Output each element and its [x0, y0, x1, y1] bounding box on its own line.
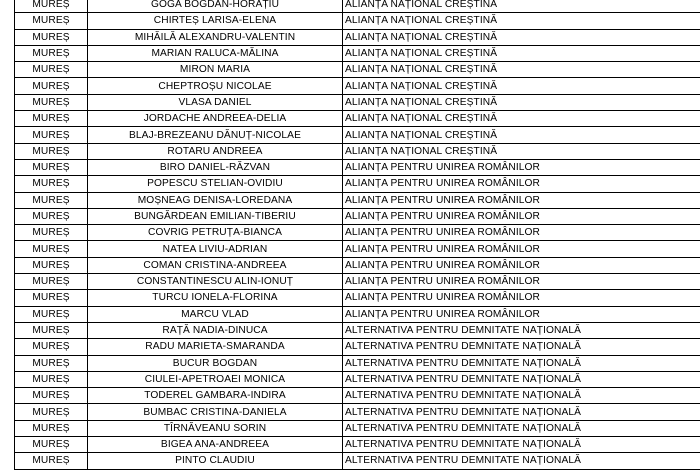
county-cell: MUREȘ: [15, 388, 88, 404]
county-cell: MUREȘ: [15, 29, 88, 45]
table-row: [15, 13, 700, 29]
county-cell: MUREȘ: [15, 159, 88, 175]
candidate-name-cell: BLAJ-BREZEANU DĂNUȚ-NICOLAE: [88, 127, 343, 143]
county-cell: MUREȘ: [15, 111, 88, 127]
table-row: [15, 29, 700, 45]
candidate-name-cell: COVRIG PETRUȚA-BIANCA: [88, 225, 343, 241]
candidate-name-cell: NATEA LIVIU-ADRIAN: [88, 241, 343, 257]
county-cell: MUREȘ: [15, 453, 88, 469]
party-cell: ALIANȚA PENTRU UNIREA ROMÂNILOR: [343, 159, 700, 175]
table-row: [15, 143, 700, 159]
table-row: [15, 339, 700, 355]
party-cell: ALTERNATIVA PENTRU DEMNITATE NAȚIONALĂ: [343, 322, 700, 338]
table-row: [15, 225, 700, 241]
party-cell: ALIANȚA PENTRU UNIREA ROMÂNILOR: [343, 257, 700, 273]
candidate-name-cell: MIHĂILĂ ALEXANDRU-VALENTIN: [88, 29, 343, 45]
county-cell: MUREȘ: [15, 437, 88, 453]
candidate-name-cell: MARCU VLAD: [88, 306, 343, 322]
table-row: [15, 62, 700, 78]
county-cell: MUREȘ: [15, 241, 88, 257]
party-cell: ALTERNATIVA PENTRU DEMNITATE NAȚIONALĂ: [343, 420, 700, 436]
candidate-name-cell: MIRON MARIA: [88, 62, 343, 78]
table-row: [15, 355, 700, 371]
county-cell: MUREȘ: [15, 143, 88, 159]
county-cell: MUREȘ: [15, 274, 88, 290]
county-cell: MUREȘ: [15, 420, 88, 436]
county-cell: MUREȘ: [15, 290, 88, 306]
candidate-name-cell: CHEPTROȘU NICOLAE: [88, 78, 343, 94]
candidate-name-cell: BIRO DANIEL-RĂZVAN: [88, 159, 343, 175]
candidate-name-cell: CONSTANTINESCU ALIN-IONUȚ: [88, 274, 343, 290]
table-row: [15, 45, 700, 61]
party-cell: ALIANȚA NAȚIONAL CREȘTINĂ: [343, 78, 700, 94]
county-cell: MUREȘ: [15, 322, 88, 338]
county-cell: MUREȘ: [15, 45, 88, 61]
table-row: [15, 371, 700, 387]
table-row: [15, 241, 700, 257]
candidate-name-cell: CIULEI-APETROAEI MONICA: [88, 371, 343, 387]
table-row: [15, 257, 700, 273]
candidate-name-cell: RADU MARIETA-SMARANDA: [88, 339, 343, 355]
table-row: [15, 0, 700, 13]
candidate-name-cell: VLASA DANIEL: [88, 94, 343, 110]
candidate-name-cell: TODEREL GAMBARA-INDIRA: [88, 388, 343, 404]
table-row: [15, 208, 700, 224]
party-cell: ALTERNATIVA PENTRU DEMNITATE NAȚIONALĂ: [343, 339, 700, 355]
candidate-name-cell: BUMBAC CRISTINA-DANIELA: [88, 404, 343, 420]
table-row: [15, 322, 700, 338]
candidate-name-cell: MOȘNEAG DENISA-LOREDANA: [88, 192, 343, 208]
party-cell: ALIANȚA NAȚIONAL CREȘTINĂ: [343, 62, 700, 78]
party-cell: ALIANȚA NAȚIONAL CREȘTINĂ: [343, 111, 700, 127]
county-cell: MUREȘ: [15, 94, 88, 110]
county-cell: MUREȘ: [15, 176, 88, 192]
candidate-name-cell: TÎRNĂVEANU SORIN: [88, 420, 343, 436]
candidate-name-cell: MARIAN RALUCA-MĂLINA: [88, 45, 343, 61]
party-cell: ALIANȚA NAȚIONAL CREȘTINĂ: [343, 0, 700, 13]
party-cell: ALIANȚA PENTRU UNIREA ROMÂNILOR: [343, 192, 700, 208]
party-cell: ALTERNATIVA PENTRU DEMNITATE NAȚIONALĂ: [343, 371, 700, 387]
party-cell: ALTERNATIVA PENTRU DEMNITATE NAȚIONALĂ: [343, 355, 700, 371]
county-cell: MUREȘ: [15, 355, 88, 371]
candidate-name-cell: TURCU IONELA-FLORINA: [88, 290, 343, 306]
party-cell: ALIANȚA PENTRU UNIREA ROMÂNILOR: [343, 306, 700, 322]
candidate-name-cell: COMAN CRISTINA-ANDREEA: [88, 257, 343, 273]
candidate-name-cell: GOGA BOGDAN-HORAȚIU: [88, 0, 343, 13]
table-row: [15, 176, 700, 192]
county-cell: MUREȘ: [15, 404, 88, 420]
table-row: [15, 94, 700, 110]
party-cell: ALIANȚA PENTRU UNIREA ROMÂNILOR: [343, 241, 700, 257]
table-row: [15, 388, 700, 404]
party-cell: ALIANȚA NAȚIONAL CREȘTINĂ: [343, 45, 700, 61]
party-cell: ALIANȚA PENTRU UNIREA ROMÂNILOR: [343, 290, 700, 306]
county-cell: MUREȘ: [15, 78, 88, 94]
county-cell: MUREȘ: [15, 225, 88, 241]
candidate-name-cell: BUNGĂRDEAN EMILIAN-TIBERIU: [88, 208, 343, 224]
party-cell: ALIANȚA NAȚIONAL CREȘTINĂ: [343, 127, 700, 143]
party-cell: ALTERNATIVA PENTRU DEMNITATE NAȚIONALĂ: [343, 453, 700, 469]
county-cell: MUREȘ: [15, 339, 88, 355]
party-cell: ALIANȚA NAȚIONAL CREȘTINĂ: [343, 94, 700, 110]
table-row: [15, 192, 700, 208]
county-cell: MUREȘ: [15, 192, 88, 208]
candidate-name-cell: BUCUR BOGDAN: [88, 355, 343, 371]
party-cell: ALTERNATIVA PENTRU DEMNITATE NAȚIONALĂ: [343, 404, 700, 420]
table-row: [15, 111, 700, 127]
table-row: [15, 127, 700, 143]
county-cell: MUREȘ: [15, 371, 88, 387]
table-row: [15, 78, 700, 94]
table-row: [15, 453, 700, 469]
candidate-name-cell: CHIRTEȘ LARISA-ELENA: [88, 13, 343, 29]
candidate-name-cell: ROTARU ANDREEA: [88, 143, 343, 159]
candidate-name-cell: JORDACHE ANDREEA-DELIA: [88, 111, 343, 127]
party-cell: ALIANȚA NAȚIONAL CREȘTINĂ: [343, 143, 700, 159]
party-cell: ALTERNATIVA PENTRU DEMNITATE NAȚIONALĂ: [343, 437, 700, 453]
county-cell: MUREȘ: [15, 62, 88, 78]
candidate-name-cell: PINTO CLAUDIU: [88, 453, 343, 469]
county-cell: MUREȘ: [15, 127, 88, 143]
candidate-name-cell: BIGEA ANA-ANDREEA: [88, 437, 343, 453]
party-cell: ALIANȚA PENTRU UNIREA ROMÂNILOR: [343, 225, 700, 241]
candidate-name-cell: RAȚĂ NADIA-DINUCA: [88, 322, 343, 338]
party-cell: ALTERNATIVA PENTRU DEMNITATE NAȚIONALĂ: [343, 388, 700, 404]
party-cell: ALIANȚA NAȚIONAL CREȘTINĂ: [343, 29, 700, 45]
table-row: [15, 159, 700, 175]
candidates-table-body: [15, 0, 700, 469]
table-row: [15, 274, 700, 290]
party-cell: ALIANȚA PENTRU UNIREA ROMÂNILOR: [343, 176, 700, 192]
table-row: [15, 290, 700, 306]
county-cell: MUREȘ: [15, 13, 88, 29]
candidates-table: [14, 0, 700, 470]
table-row: [15, 404, 700, 420]
county-cell: MUREȘ: [15, 208, 88, 224]
table-row: [15, 420, 700, 436]
table-row: [15, 437, 700, 453]
party-cell: ALIANȚA PENTRU UNIREA ROMÂNILOR: [343, 208, 700, 224]
party-cell: ALIANȚA NAȚIONAL CREȘTINĂ: [343, 13, 700, 29]
candidate-name-cell: POPESCU STELIAN-OVIDIU: [88, 176, 343, 192]
party-cell: ALIANȚA PENTRU UNIREA ROMÂNILOR: [343, 274, 700, 290]
county-cell: MUREȘ: [15, 257, 88, 273]
table-row: [15, 306, 700, 322]
county-cell: MUREȘ: [15, 0, 88, 13]
county-cell: MUREȘ: [15, 306, 88, 322]
